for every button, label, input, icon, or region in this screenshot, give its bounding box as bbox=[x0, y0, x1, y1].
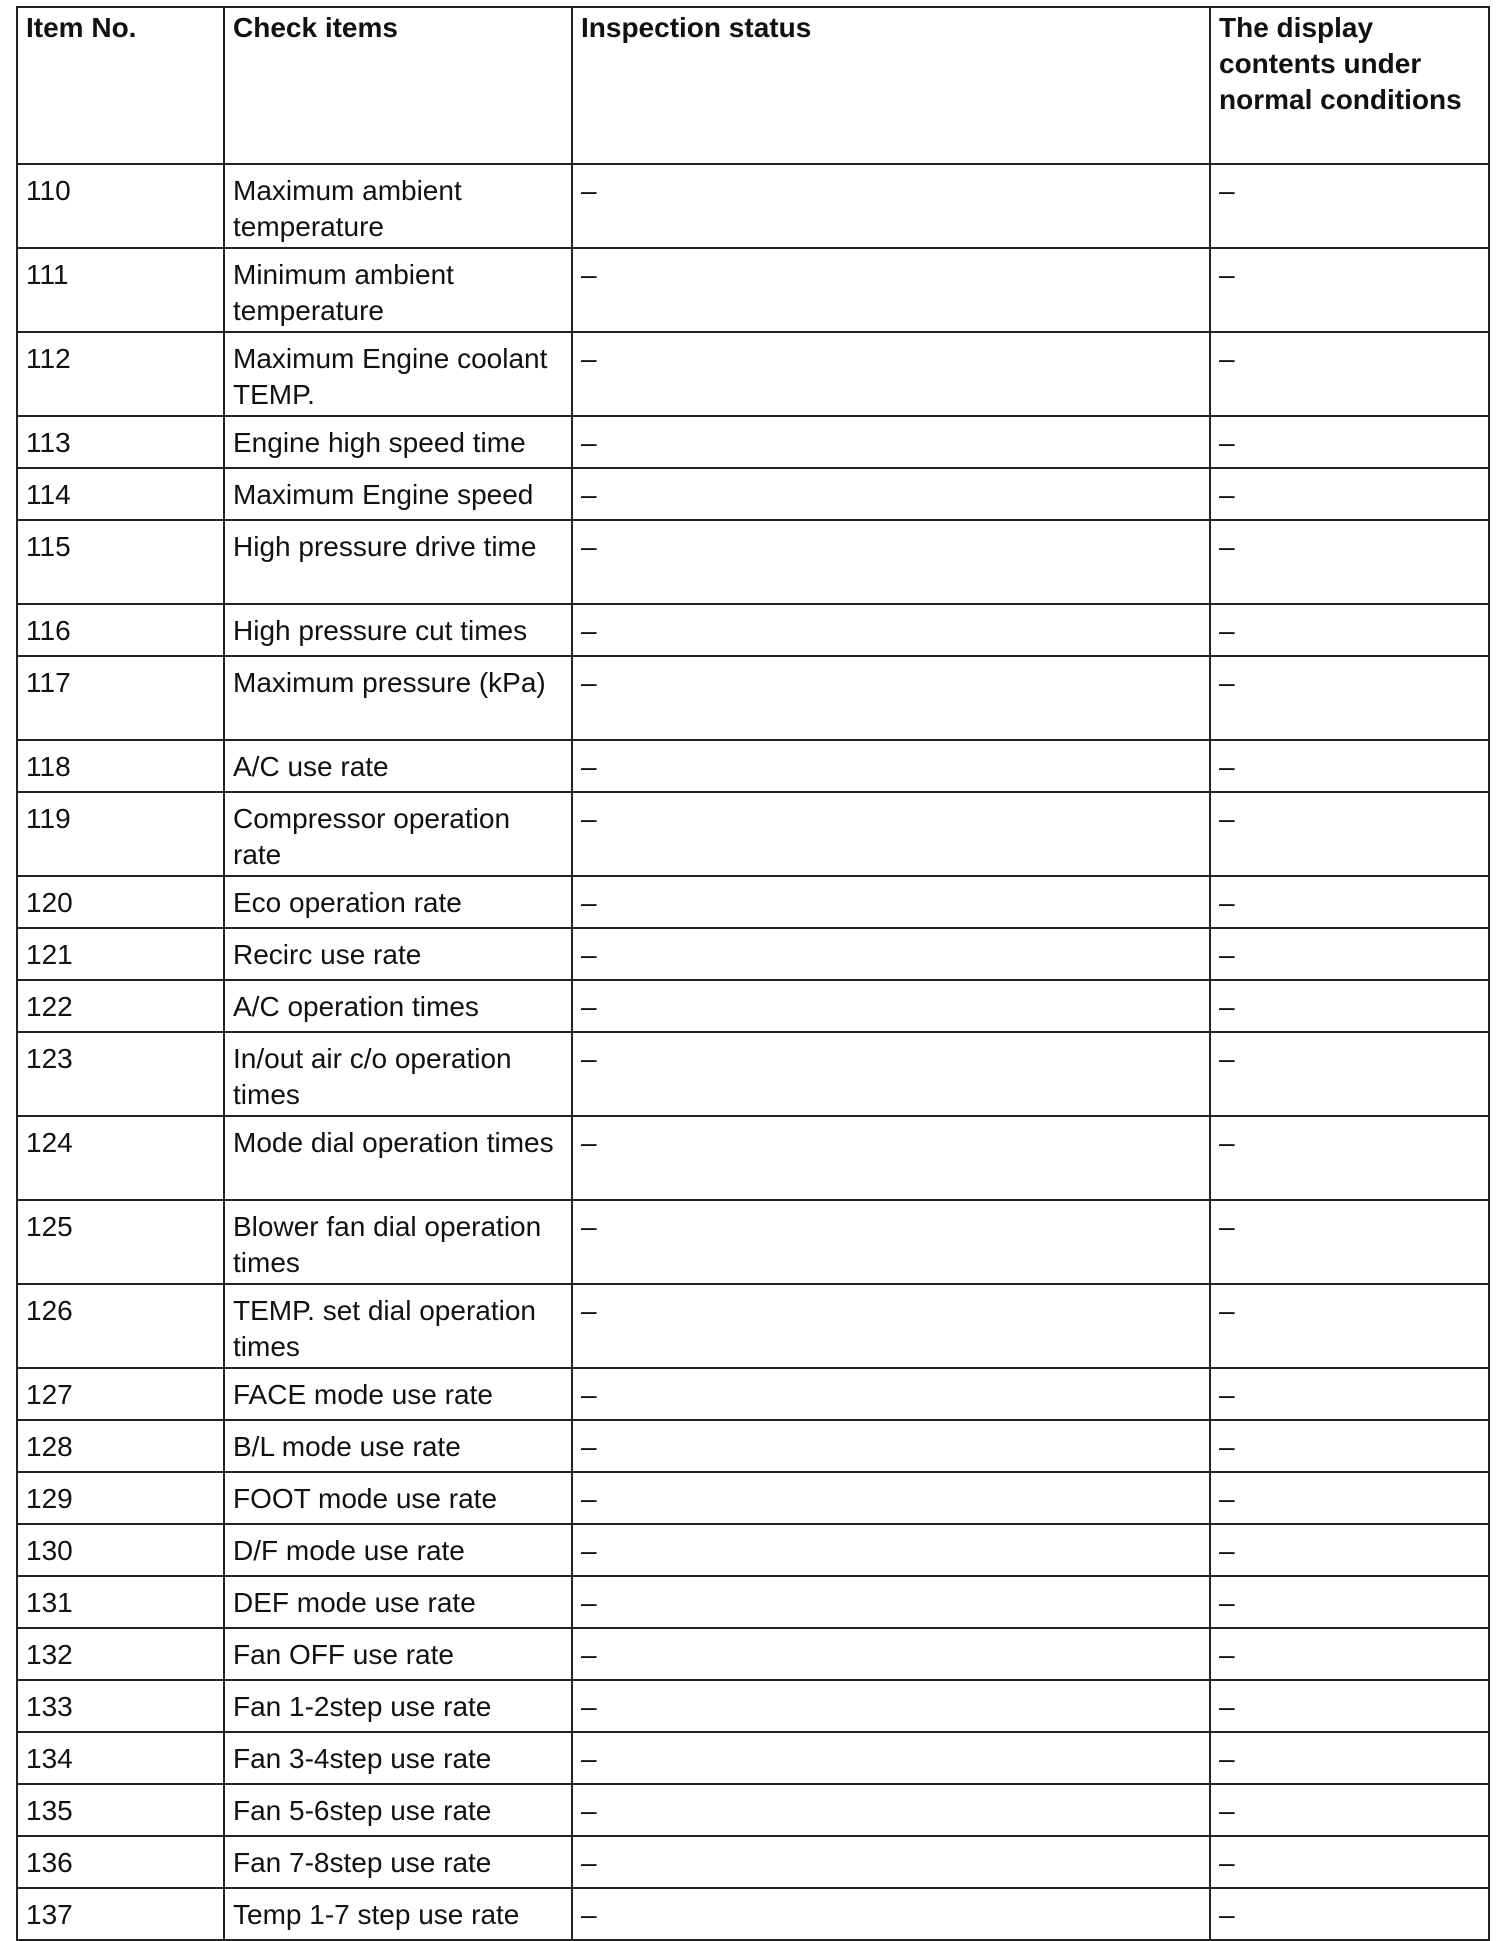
check-item: Fan 3-4step use rate bbox=[224, 1732, 572, 1784]
inspection-status: – bbox=[572, 1284, 1210, 1368]
item-no: 127 bbox=[17, 1368, 224, 1420]
table-body bbox=[17, 164, 1489, 1940]
item-no: 124 bbox=[17, 1116, 224, 1200]
normal-display: – bbox=[1210, 792, 1489, 876]
check-item: FACE mode use rate bbox=[224, 1368, 572, 1420]
item-no: 135 bbox=[17, 1784, 224, 1836]
check-item: Fan 7-8step use rate bbox=[224, 1836, 572, 1888]
item-no: 131 bbox=[17, 1576, 224, 1628]
check-item: Temp 1-7 step use rate bbox=[224, 1888, 572, 1940]
table-row bbox=[17, 980, 1489, 1032]
item-no: 129 bbox=[17, 1472, 224, 1524]
item-no: 130 bbox=[17, 1524, 224, 1576]
item-no: 113 bbox=[17, 416, 224, 468]
table-row bbox=[17, 1200, 1489, 1284]
inspection-status: – bbox=[572, 1784, 1210, 1836]
normal-display: – bbox=[1210, 1888, 1489, 1940]
table-row bbox=[17, 1524, 1489, 1576]
item-no: 125 bbox=[17, 1200, 224, 1284]
normal-display: – bbox=[1210, 164, 1489, 248]
normal-display: – bbox=[1210, 980, 1489, 1032]
check-item: Mode dial operation times bbox=[224, 1116, 572, 1200]
check-item: Fan 5-6step use rate bbox=[224, 1784, 572, 1836]
inspection-status: – bbox=[572, 248, 1210, 332]
normal-display: – bbox=[1210, 1680, 1489, 1732]
check-item: Recirc use rate bbox=[224, 928, 572, 980]
inspection-status: – bbox=[572, 928, 1210, 980]
item-no: 118 bbox=[17, 740, 224, 792]
check-item: Blower fan dial operation times bbox=[224, 1200, 572, 1284]
item-no: 117 bbox=[17, 656, 224, 740]
inspection-status: – bbox=[572, 656, 1210, 740]
inspection-status: – bbox=[572, 520, 1210, 604]
normal-display: – bbox=[1210, 1576, 1489, 1628]
item-no: 132 bbox=[17, 1628, 224, 1680]
check-item: Eco operation rate bbox=[224, 876, 572, 928]
inspection-status: – bbox=[572, 1628, 1210, 1680]
table-row bbox=[17, 416, 1489, 468]
inspection-status: – bbox=[572, 1680, 1210, 1732]
table-header bbox=[17, 7, 1489, 164]
item-no: 120 bbox=[17, 876, 224, 928]
check-item: Minimum ambient temperature bbox=[224, 248, 572, 332]
table-row bbox=[17, 1888, 1489, 1940]
inspection-status: – bbox=[572, 876, 1210, 928]
table-row bbox=[17, 876, 1489, 928]
item-no: 111 bbox=[17, 248, 224, 332]
check-item: D/F mode use rate bbox=[224, 1524, 572, 1576]
table-row bbox=[17, 792, 1489, 876]
inspection-status: – bbox=[572, 1888, 1210, 1940]
item-no: 126 bbox=[17, 1284, 224, 1368]
normal-display: – bbox=[1210, 416, 1489, 468]
item-no: 133 bbox=[17, 1680, 224, 1732]
table-row bbox=[17, 656, 1489, 740]
inspection-status: – bbox=[572, 164, 1210, 248]
table-row bbox=[17, 1576, 1489, 1628]
check-item: High pressure drive time bbox=[224, 520, 572, 604]
table-row bbox=[17, 1628, 1489, 1680]
normal-display: – bbox=[1210, 468, 1489, 520]
table-row bbox=[17, 1836, 1489, 1888]
normal-display: – bbox=[1210, 1200, 1489, 1284]
inspection-status: – bbox=[572, 792, 1210, 876]
check-item: Maximum Engine coolant TEMP. bbox=[224, 332, 572, 416]
table-row bbox=[17, 1420, 1489, 1472]
inspection-status: – bbox=[572, 1576, 1210, 1628]
header-item-no: Item No. bbox=[17, 7, 224, 164]
inspection-status: – bbox=[572, 1200, 1210, 1284]
item-no: 112 bbox=[17, 332, 224, 416]
normal-display: – bbox=[1210, 1284, 1489, 1368]
normal-display: – bbox=[1210, 604, 1489, 656]
inspection-status: – bbox=[572, 332, 1210, 416]
item-no: 114 bbox=[17, 468, 224, 520]
table-row bbox=[17, 1680, 1489, 1732]
normal-display: – bbox=[1210, 1472, 1489, 1524]
table-row bbox=[17, 1732, 1489, 1784]
check-item: A/C use rate bbox=[224, 740, 572, 792]
table-row bbox=[17, 1284, 1489, 1368]
check-item: Fan 1-2step use rate bbox=[224, 1680, 572, 1732]
inspection-status: – bbox=[572, 1368, 1210, 1420]
item-no: 115 bbox=[17, 520, 224, 604]
inspection-status: – bbox=[572, 1032, 1210, 1116]
item-no: 134 bbox=[17, 1732, 224, 1784]
item-no: 136 bbox=[17, 1836, 224, 1888]
header-inspection-status: Inspection status bbox=[572, 7, 1210, 164]
inspection-status: – bbox=[572, 468, 1210, 520]
check-item: High pressure cut times bbox=[224, 604, 572, 656]
inspection-status: – bbox=[572, 1472, 1210, 1524]
item-no: 116 bbox=[17, 604, 224, 656]
header-normal-display: The display contents under normal conditions bbox=[1210, 7, 1489, 164]
item-no: 128 bbox=[17, 1420, 224, 1472]
inspection-status: – bbox=[572, 1524, 1210, 1576]
inspection-table bbox=[16, 6, 1490, 1941]
normal-display: – bbox=[1210, 332, 1489, 416]
normal-display: – bbox=[1210, 1784, 1489, 1836]
table-row bbox=[17, 604, 1489, 656]
check-item: Compressor operation rate bbox=[224, 792, 572, 876]
check-item: TEMP. set dial operation times bbox=[224, 1284, 572, 1368]
table-row bbox=[17, 1368, 1489, 1420]
inspection-status: – bbox=[572, 1732, 1210, 1784]
normal-display: – bbox=[1210, 876, 1489, 928]
table-row bbox=[17, 468, 1489, 520]
normal-display: – bbox=[1210, 1628, 1489, 1680]
normal-display: – bbox=[1210, 1368, 1489, 1420]
check-item: Maximum ambient temperature bbox=[224, 164, 572, 248]
check-item: A/C operation times bbox=[224, 980, 572, 1032]
check-item: Engine high speed time bbox=[224, 416, 572, 468]
table-row bbox=[17, 164, 1489, 248]
header-row bbox=[17, 7, 1489, 164]
check-item: B/L mode use rate bbox=[224, 1420, 572, 1472]
normal-display: – bbox=[1210, 1524, 1489, 1576]
table-row bbox=[17, 1116, 1489, 1200]
item-no: 137 bbox=[17, 1888, 224, 1940]
inspection-status: – bbox=[572, 980, 1210, 1032]
normal-display: – bbox=[1210, 1732, 1489, 1784]
item-no: 119 bbox=[17, 792, 224, 876]
item-no: 110 bbox=[17, 164, 224, 248]
normal-display: – bbox=[1210, 1032, 1489, 1116]
item-no: 123 bbox=[17, 1032, 224, 1116]
check-item: Maximum Engine speed bbox=[224, 468, 572, 520]
table-row bbox=[17, 1032, 1489, 1116]
normal-display: – bbox=[1210, 1116, 1489, 1200]
check-item: Fan OFF use rate bbox=[224, 1628, 572, 1680]
table-row bbox=[17, 248, 1489, 332]
inspection-status: – bbox=[572, 604, 1210, 656]
normal-display: – bbox=[1210, 248, 1489, 332]
table-row bbox=[17, 928, 1489, 980]
normal-display: – bbox=[1210, 656, 1489, 740]
inspection-status: – bbox=[572, 740, 1210, 792]
inspection-status: – bbox=[572, 416, 1210, 468]
table-row bbox=[17, 332, 1489, 416]
normal-display: – bbox=[1210, 520, 1489, 604]
table-row bbox=[17, 740, 1489, 792]
inspection-status: – bbox=[572, 1420, 1210, 1472]
check-item: FOOT mode use rate bbox=[224, 1472, 572, 1524]
header-check-items: Check items bbox=[224, 7, 572, 164]
item-no: 122 bbox=[17, 980, 224, 1032]
normal-display: – bbox=[1210, 1836, 1489, 1888]
table-row bbox=[17, 1784, 1489, 1836]
item-no: 121 bbox=[17, 928, 224, 980]
normal-display: – bbox=[1210, 740, 1489, 792]
normal-display: – bbox=[1210, 1420, 1489, 1472]
check-item: In/out air c/o operation times bbox=[224, 1032, 572, 1116]
inspection-status: – bbox=[572, 1836, 1210, 1888]
check-item: Maximum pressure (kPa) bbox=[224, 656, 572, 740]
inspection-status: – bbox=[572, 1116, 1210, 1200]
table-row bbox=[17, 520, 1489, 604]
normal-display: – bbox=[1210, 928, 1489, 980]
check-item: DEF mode use rate bbox=[224, 1576, 572, 1628]
table-row bbox=[17, 1472, 1489, 1524]
